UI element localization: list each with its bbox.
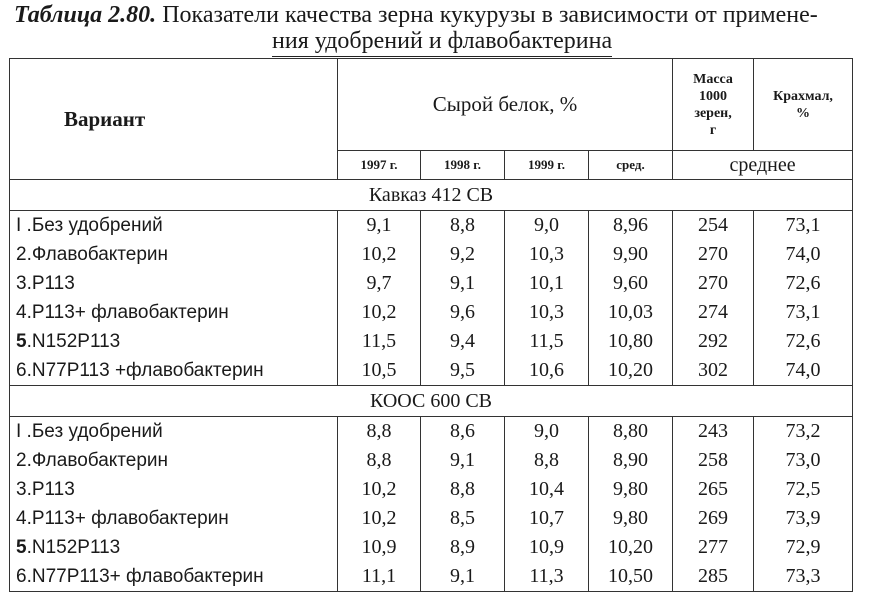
- table-row: [10, 533, 853, 562]
- variant-label: 6.N77P113+ флавобактерин: [16, 565, 264, 587]
- variant-cell: [10, 417, 338, 447]
- protein-average-cell: 9,90: [589, 240, 673, 269]
- protein-average-cell: 8,96: [589, 211, 673, 241]
- mass-1000-cell: 270: [673, 240, 754, 269]
- starch-cell: 73,0: [754, 446, 853, 475]
- header-protein: Сырой белок, %: [338, 59, 673, 151]
- table-row: [10, 475, 853, 504]
- protein-1998-cell: 8,6: [421, 417, 505, 447]
- starch-cell: 73,2: [754, 417, 853, 447]
- protein-1999-cell: 8,8: [505, 446, 589, 475]
- protein-1998-cell: 9,2: [421, 240, 505, 269]
- header-mass-line: 1000: [699, 88, 728, 104]
- protein-1999-cell: 10,4: [505, 475, 589, 504]
- protein-1997-cell: 8,8: [338, 417, 421, 447]
- caption-line-1: [14, 2, 818, 29]
- header-year-average: сред.: [589, 151, 673, 180]
- protein-1997-cell: 8,8: [338, 446, 421, 475]
- protein-1999-cell: 10,6: [505, 356, 589, 386]
- variant-cell: [10, 327, 338, 356]
- protein-1998-cell: 9,4: [421, 327, 505, 356]
- mass-1000-cell: 285: [673, 562, 754, 592]
- protein-1999-cell: 10,1: [505, 269, 589, 298]
- variant-label: 2.Флавобактерин: [16, 449, 169, 471]
- table-row: [10, 504, 853, 533]
- starch-cell: 73,3: [754, 562, 853, 592]
- header-mass: [673, 59, 754, 151]
- table-row: [10, 211, 853, 241]
- protein-1998-cell: 9,6: [421, 298, 505, 327]
- variant-label: 2.Флавобактерин: [16, 243, 169, 265]
- protein-1997-cell: 9,7: [338, 269, 421, 298]
- group-header: Кавказ 412 СВ: [10, 180, 853, 211]
- variant-cell: [10, 356, 338, 386]
- protein-1999-cell: 11,3: [505, 562, 589, 592]
- mass-1000-cell: 258: [673, 446, 754, 475]
- table-row: [10, 327, 853, 356]
- protein-1999-cell: 9,0: [505, 417, 589, 447]
- protein-1999-cell: 10,9: [505, 533, 589, 562]
- protein-average-cell: 9,80: [589, 475, 673, 504]
- mass-1000-cell: 277: [673, 533, 754, 562]
- starch-cell: 73,1: [754, 211, 853, 241]
- variant-cell: [10, 269, 338, 298]
- variant-cell: [10, 446, 338, 475]
- protein-1997-cell: 10,5: [338, 356, 421, 386]
- table-row: [10, 269, 853, 298]
- table-row: [10, 417, 853, 447]
- protein-1997-cell: 9,1: [338, 211, 421, 241]
- protein-1999-cell: 10,3: [505, 298, 589, 327]
- protein-average-cell: 10,03: [589, 298, 673, 327]
- variant-label: .N152P113: [26, 330, 121, 352]
- protein-1997-cell: 11,1: [338, 562, 421, 592]
- variant-number: 5: [16, 536, 27, 558]
- starch-cell: 72,9: [754, 533, 853, 562]
- table-caption: [0, 0, 890, 56]
- protein-average-cell: 9,80: [589, 504, 673, 533]
- mass-1000-cell: 302: [673, 356, 754, 386]
- protein-average-cell: 8,80: [589, 417, 673, 447]
- protein-1997-cell: 10,2: [338, 504, 421, 533]
- table-number: Таблица 2.80.: [14, 2, 157, 28]
- table-row: [10, 356, 853, 386]
- variant-cell: [10, 211, 338, 241]
- header-starch: [754, 59, 853, 151]
- protein-average-cell: 9,60: [589, 269, 673, 298]
- protein-1997-cell: 11,5: [338, 327, 421, 356]
- protein-1998-cell: 9,1: [421, 269, 505, 298]
- header-variant: Вариант: [10, 59, 338, 180]
- starch-cell: 73,1: [754, 298, 853, 327]
- variant-cell: [10, 504, 338, 533]
- starch-cell: 72,6: [754, 269, 853, 298]
- variant-label: 6.N77P113 +флавобактерин: [16, 359, 264, 381]
- header-year-1997: 1997 г.: [338, 151, 421, 180]
- mass-1000-cell: 254: [673, 211, 754, 241]
- header-starch-line: Крахмал,: [773, 88, 833, 104]
- table-row: [10, 562, 853, 592]
- protein-1999-cell: 10,3: [505, 240, 589, 269]
- variant-cell: [10, 240, 338, 269]
- mass-1000-cell: 292: [673, 327, 754, 356]
- protein-1998-cell: 8,8: [421, 475, 505, 504]
- starch-cell: 74,0: [754, 240, 853, 269]
- header-average: среднее: [673, 151, 853, 180]
- protein-1998-cell: 9,5: [421, 356, 505, 386]
- protein-1998-cell: 9,1: [421, 446, 505, 475]
- header-mass-line: г: [709, 122, 717, 138]
- caption-line-2: ния удобрений и флавобактерина: [272, 28, 612, 57]
- variant-cell: [10, 533, 338, 562]
- mass-1000-cell: 265: [673, 475, 754, 504]
- variant-label: 3.P113: [16, 272, 75, 294]
- mass-1000-cell: 270: [673, 269, 754, 298]
- variant-label: 3.P113: [16, 478, 75, 500]
- variant-label: 4.P113+ флавобактерин: [16, 507, 229, 529]
- starch-cell: 73,9: [754, 504, 853, 533]
- protein-average-cell: 10,50: [589, 562, 673, 592]
- variant-label: 4.P113+ флавобактерин: [16, 301, 229, 323]
- protein-1999-cell: 10,7: [505, 504, 589, 533]
- mass-1000-cell: 274: [673, 298, 754, 327]
- protein-1997-cell: 10,2: [338, 298, 421, 327]
- mass-1000-cell: 269: [673, 504, 754, 533]
- starch-cell: 72,5: [754, 475, 853, 504]
- variant-cell: [10, 298, 338, 327]
- header-mass-line: Масса: [693, 71, 733, 87]
- variant-cell: [10, 475, 338, 504]
- protein-average-cell: 10,20: [589, 356, 673, 386]
- group-header: КООС 600 СВ: [10, 386, 853, 417]
- starch-cell: 72,6: [754, 327, 853, 356]
- variant-cell: [10, 562, 338, 592]
- table-row: [10, 240, 853, 269]
- protein-1999-cell: 9,0: [505, 211, 589, 241]
- header-starch-line: %: [796, 105, 811, 121]
- quality-table: [9, 58, 853, 592]
- header-year-1998: 1998 г.: [421, 151, 505, 180]
- caption-text-1: Показатели качества зерна кукурузы в зависимости от примене-: [156, 2, 818, 28]
- protein-1998-cell: 8,9: [421, 533, 505, 562]
- protein-1997-cell: 10,9: [338, 533, 421, 562]
- variant-number: 5: [16, 330, 27, 352]
- protein-1998-cell: 8,8: [421, 211, 505, 241]
- protein-1997-cell: 10,2: [338, 240, 421, 269]
- protein-average-cell: 10,20: [589, 533, 673, 562]
- table-row: [10, 298, 853, 327]
- variant-label: I .Без удобрений: [16, 420, 163, 442]
- protein-average-cell: 8,90: [589, 446, 673, 475]
- table-row: [10, 446, 853, 475]
- protein-1998-cell: 9,1: [421, 562, 505, 592]
- protein-average-cell: 10,80: [589, 327, 673, 356]
- protein-1999-cell: 11,5: [505, 327, 589, 356]
- protein-1997-cell: 10,2: [338, 475, 421, 504]
- header-year-1999: 1999 г.: [505, 151, 589, 180]
- protein-1998-cell: 8,5: [421, 504, 505, 533]
- header-mass-line: зерен,: [694, 105, 732, 121]
- starch-cell: 74,0: [754, 356, 853, 386]
- variant-label: .N152P113: [26, 536, 121, 558]
- variant-label: I .Без удобрений: [16, 214, 163, 236]
- mass-1000-cell: 243: [673, 417, 754, 447]
